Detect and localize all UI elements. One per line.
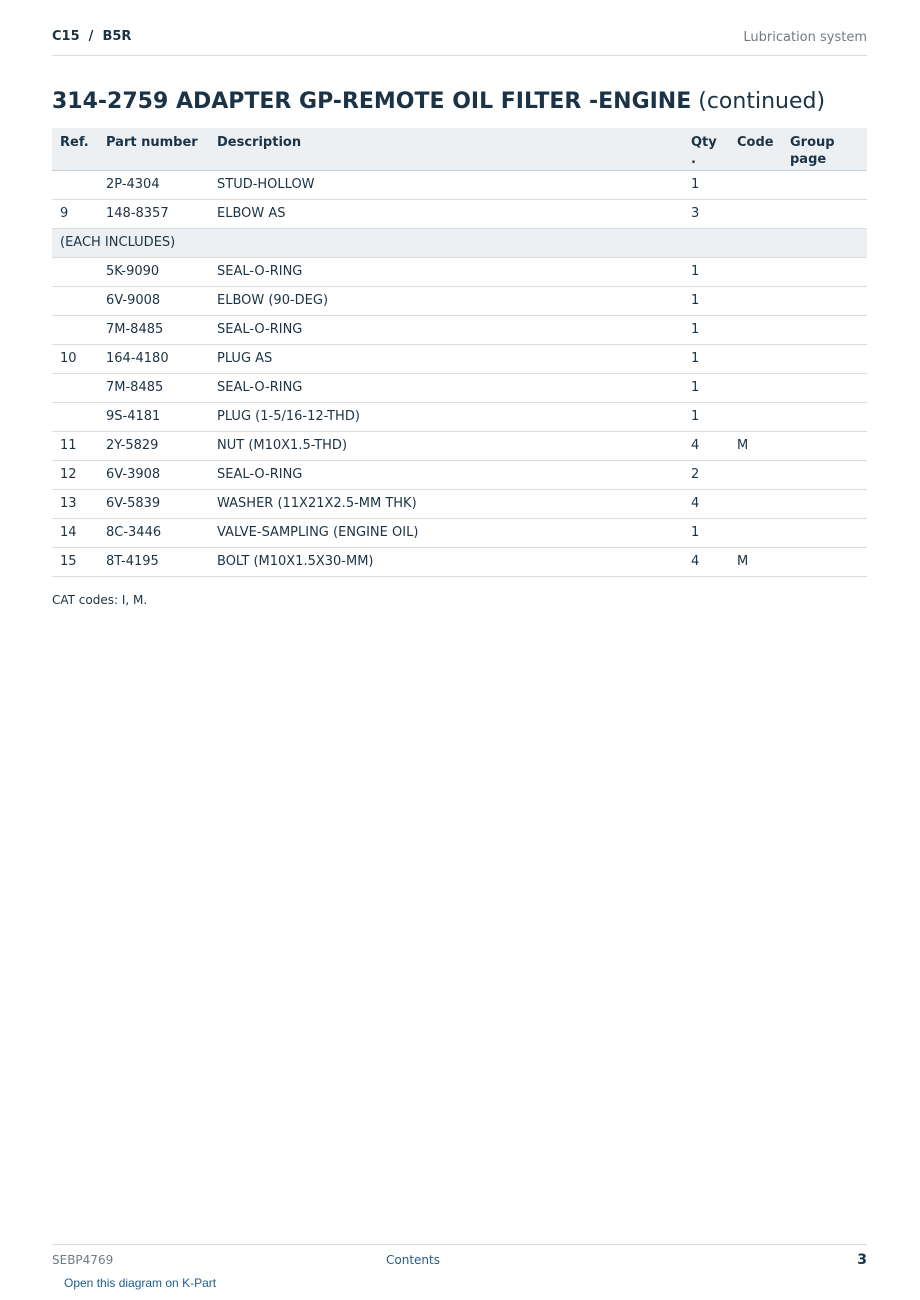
cell-ref: 13 <box>52 489 98 518</box>
footer-divider <box>52 1244 867 1245</box>
column-header-code: Code <box>729 128 782 170</box>
group-header-line2: page <box>790 152 827 167</box>
cell-qty: 1 <box>683 257 729 286</box>
cell-part-number: 8C-3446 <box>98 518 209 547</box>
cell-qty: 2 <box>683 460 729 489</box>
qty-header-line1: Qty <box>691 135 717 150</box>
cell-code <box>729 315 782 344</box>
cell-qty: 1 <box>683 402 729 431</box>
table-row <box>52 373 867 402</box>
cell-ref <box>52 170 98 199</box>
column-header-qty <box>683 128 729 170</box>
cell-ref <box>52 373 98 402</box>
cell-group-page <box>782 460 867 489</box>
document-id: SEBP4769 <box>52 1253 114 1267</box>
cell-part-number: 5K-9090 <box>98 257 209 286</box>
cell-code <box>729 199 782 228</box>
cell-code <box>729 460 782 489</box>
cell-description: ELBOW AS <box>209 199 683 228</box>
cell-qty: 1 <box>683 170 729 199</box>
cell-code <box>729 518 782 547</box>
cell-ref: 11 <box>52 431 98 460</box>
cell-code <box>729 257 782 286</box>
table-row <box>52 286 867 315</box>
cell-group-page <box>782 518 867 547</box>
cell-description: SEAL-O-RING <box>209 373 683 402</box>
table-row <box>52 257 867 286</box>
cell-group-page <box>782 257 867 286</box>
cell-group-page <box>782 431 867 460</box>
cell-description: STUD-HOLLOW <box>209 170 683 199</box>
cell-ref <box>52 257 98 286</box>
column-header-description: Description <box>209 128 683 170</box>
cell-group-page <box>782 373 867 402</box>
column-header-ref: Ref. <box>52 128 98 170</box>
cell-ref <box>52 402 98 431</box>
cell-part-number: 7M-8485 <box>98 315 209 344</box>
table-row <box>52 518 867 547</box>
parts-table <box>52 128 867 577</box>
cell-qty: 4 <box>683 489 729 518</box>
title-continued: (continued) <box>691 89 826 114</box>
cell-qty: 4 <box>683 547 729 576</box>
cell-group-page <box>782 489 867 518</box>
cell-qty: 4 <box>683 431 729 460</box>
qty-header-line2: . <box>691 152 696 167</box>
cell-part-number: 2Y-5829 <box>98 431 209 460</box>
table-row <box>52 489 867 518</box>
cell-qty: 1 <box>683 518 729 547</box>
group-header-line1: Group <box>790 135 835 150</box>
cell-part-number: 6V-5839 <box>98 489 209 518</box>
cell-ref: 15 <box>52 547 98 576</box>
cell-qty: 1 <box>683 373 729 402</box>
cell-group-page <box>782 199 867 228</box>
cell-part-number: 7M-8485 <box>98 373 209 402</box>
cell-description: VALVE-SAMPLING (ENGINE OIL) <box>209 518 683 547</box>
cell-code <box>729 402 782 431</box>
group-note: (EACH INCLUDES) <box>52 228 867 257</box>
column-header-group-page <box>782 128 867 170</box>
cell-group-page <box>782 402 867 431</box>
cell-code: M <box>729 431 782 460</box>
cell-qty: 1 <box>683 344 729 373</box>
cell-ref: 14 <box>52 518 98 547</box>
page-header <box>52 28 867 56</box>
cell-part-number: 6V-3908 <box>98 460 209 489</box>
cell-group-page <box>782 286 867 315</box>
page-number: 3 <box>857 1252 867 1268</box>
cell-code <box>729 373 782 402</box>
table-row <box>52 547 867 576</box>
cell-ref <box>52 286 98 315</box>
cell-group-page <box>782 547 867 576</box>
table-row <box>52 315 867 344</box>
cell-part-number: 148-8357 <box>98 199 209 228</box>
section-label: Lubrication system <box>743 30 867 45</box>
table-row <box>52 460 867 489</box>
cell-ref: 10 <box>52 344 98 373</box>
cell-part-number: 8T-4195 <box>98 547 209 576</box>
title-main: 314-2759 ADAPTER GP-REMOTE OIL FILTER -ENGINE <box>52 89 692 114</box>
breadcrumb: C15 / B5R <box>52 29 132 44</box>
cell-part-number: 2P-4304 <box>98 170 209 199</box>
cell-part-number: 9S-4181 <box>98 402 209 431</box>
open-kpart-link[interactable]: Open this diagram on K-Part <box>64 1276 217 1290</box>
cell-description: PLUG AS <box>209 344 683 373</box>
cell-description: BOLT (M10X1.5X30-MM) <box>209 547 683 576</box>
cat-codes-note: CAT codes: I, M. <box>52 593 148 607</box>
cell-description: WASHER (11X21X2.5-MM THK) <box>209 489 683 518</box>
cell-description: PLUG (1-5/16-12-THD) <box>209 402 683 431</box>
cell-code <box>729 344 782 373</box>
table-row <box>52 431 867 460</box>
cell-qty: 1 <box>683 286 729 315</box>
page-title <box>52 89 825 114</box>
cell-group-page <box>782 315 867 344</box>
contents-link[interactable]: Contents <box>386 1253 440 1267</box>
cell-description: ELBOW (90-DEG) <box>209 286 683 315</box>
cell-group-page <box>782 344 867 373</box>
column-header-part-number: Part number <box>98 128 209 170</box>
cell-description: SEAL-O-RING <box>209 460 683 489</box>
cell-ref <box>52 315 98 344</box>
cell-description: NUT (M10X1.5-THD) <box>209 431 683 460</box>
parts-table-body <box>52 170 867 576</box>
table-row <box>52 402 867 431</box>
cell-code <box>729 286 782 315</box>
cell-code: M <box>729 547 782 576</box>
table-row <box>52 344 867 373</box>
cell-code <box>729 170 782 199</box>
cell-ref: 12 <box>52 460 98 489</box>
cell-description: SEAL-O-RING <box>209 315 683 344</box>
cell-group-page <box>782 170 867 199</box>
cell-part-number: 164-4180 <box>98 344 209 373</box>
table-row <box>52 170 867 199</box>
cell-part-number: 6V-9008 <box>98 286 209 315</box>
table-row <box>52 199 867 228</box>
cell-qty: 3 <box>683 199 729 228</box>
cell-ref: 9 <box>52 199 98 228</box>
table-header-row <box>52 128 867 170</box>
cell-description: SEAL-O-RING <box>209 257 683 286</box>
group-note-row <box>52 228 867 257</box>
cell-qty: 1 <box>683 315 729 344</box>
cell-code <box>729 489 782 518</box>
